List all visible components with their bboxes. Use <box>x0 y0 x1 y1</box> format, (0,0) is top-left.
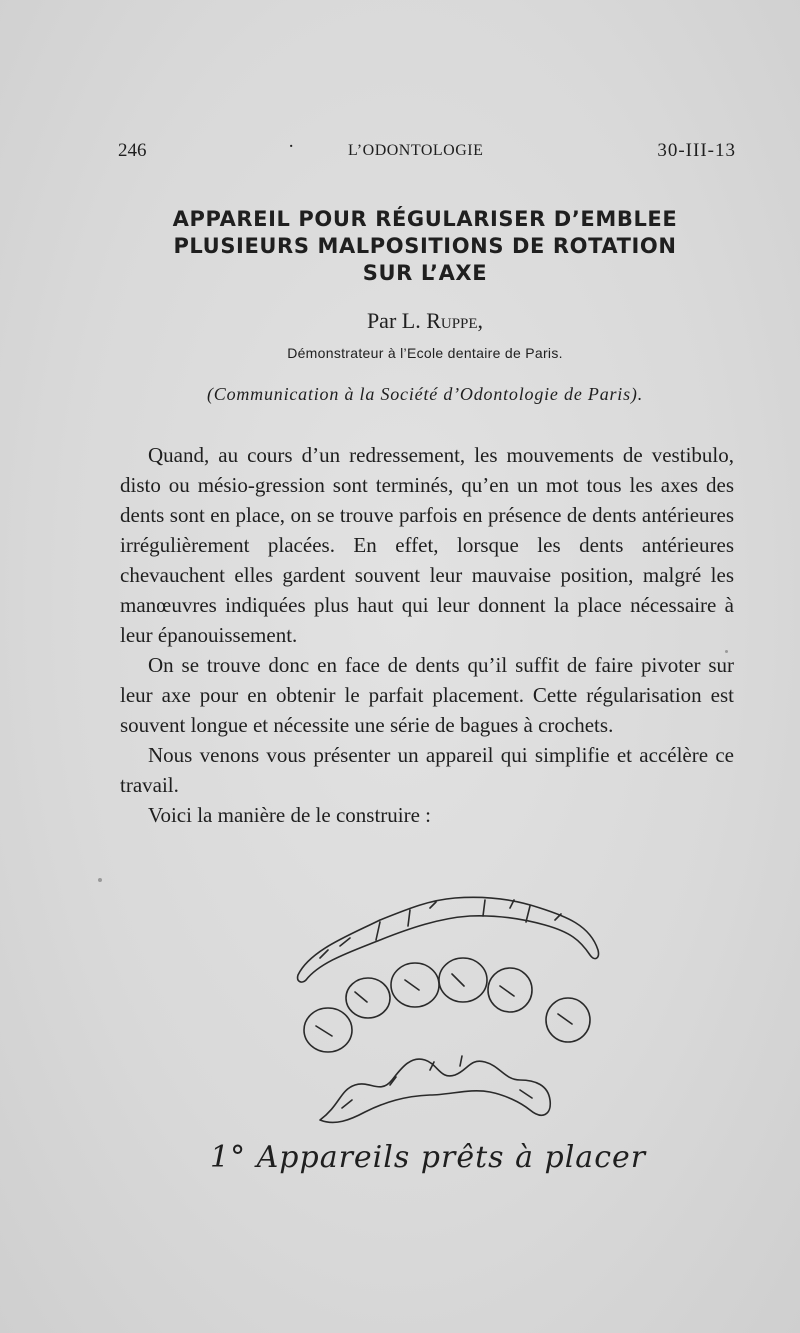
paragraph: On se trouve donc en face de dents qu’il suffit de faire pivoter sur leur axe pour en obtenir le parfait placement. Cette régularisation est souvent longue et nécessite une série de bagues à crochets. <box>120 653 734 737</box>
dental-appliance-illustration <box>280 880 620 1140</box>
tooth <box>439 958 487 1002</box>
communication-note: (Communication à la Société d’Odontologie de Paris). <box>206 384 644 404</box>
author-line <box>110 308 740 334</box>
title-line: APPAREIL POUR RÉGULARISER D’EMBLEE <box>172 207 678 231</box>
title-line: PLUSIEURS MALPOSITIONS DE ROTATION <box>173 234 677 258</box>
article-body <box>120 440 734 830</box>
paragraph: Quand, au cours d’un redressement, les mouvements de vestibulo, disto ou mésio-gression sont terminés, qu’en un mot tous les axes des dents sont en place, on se trouve parfois en présence de dents antérieures irrégulièrement placées. En effet, lorsque les dents antérieures chevauchent elles gardent souvent leur mauvaise position, malgré les manœuvres indiquées plus haut qui leur donnent la place nécessaire à leur épanouissement. <box>120 443 734 647</box>
paper-speck <box>98 878 102 882</box>
paragraph: Nous venons vous présenter un appareil qui simplifie et accélère ce travail. <box>120 743 734 797</box>
title-line: SUR L’AXE <box>362 261 488 285</box>
tooth <box>346 978 390 1018</box>
article-title <box>110 206 740 287</box>
author-name: Ruppe, <box>426 308 484 333</box>
running-header <box>118 136 736 168</box>
author-affiliation: Démonstrateur à l’Ecole dentaire de Paris. <box>287 345 563 361</box>
dot-mark: · <box>288 136 295 157</box>
tooth <box>488 968 532 1012</box>
lower-wire-frame <box>320 1059 550 1122</box>
paragraph: Voici la manière de le construire : <box>148 803 432 827</box>
tooth <box>546 998 590 1042</box>
tooth <box>391 963 439 1007</box>
issue-date: 30-III-13 <box>657 140 736 161</box>
upper-wire-frame <box>298 897 599 982</box>
journal-title: L’ODONTOLOGIE <box>348 142 484 159</box>
author-prefix: Par L. <box>366 308 421 333</box>
paper-speck <box>725 650 728 653</box>
page-number: 246 <box>118 140 147 161</box>
tooth <box>304 1008 352 1052</box>
figure-caption: 1° Appareils prêts à placer <box>210 1140 647 1175</box>
